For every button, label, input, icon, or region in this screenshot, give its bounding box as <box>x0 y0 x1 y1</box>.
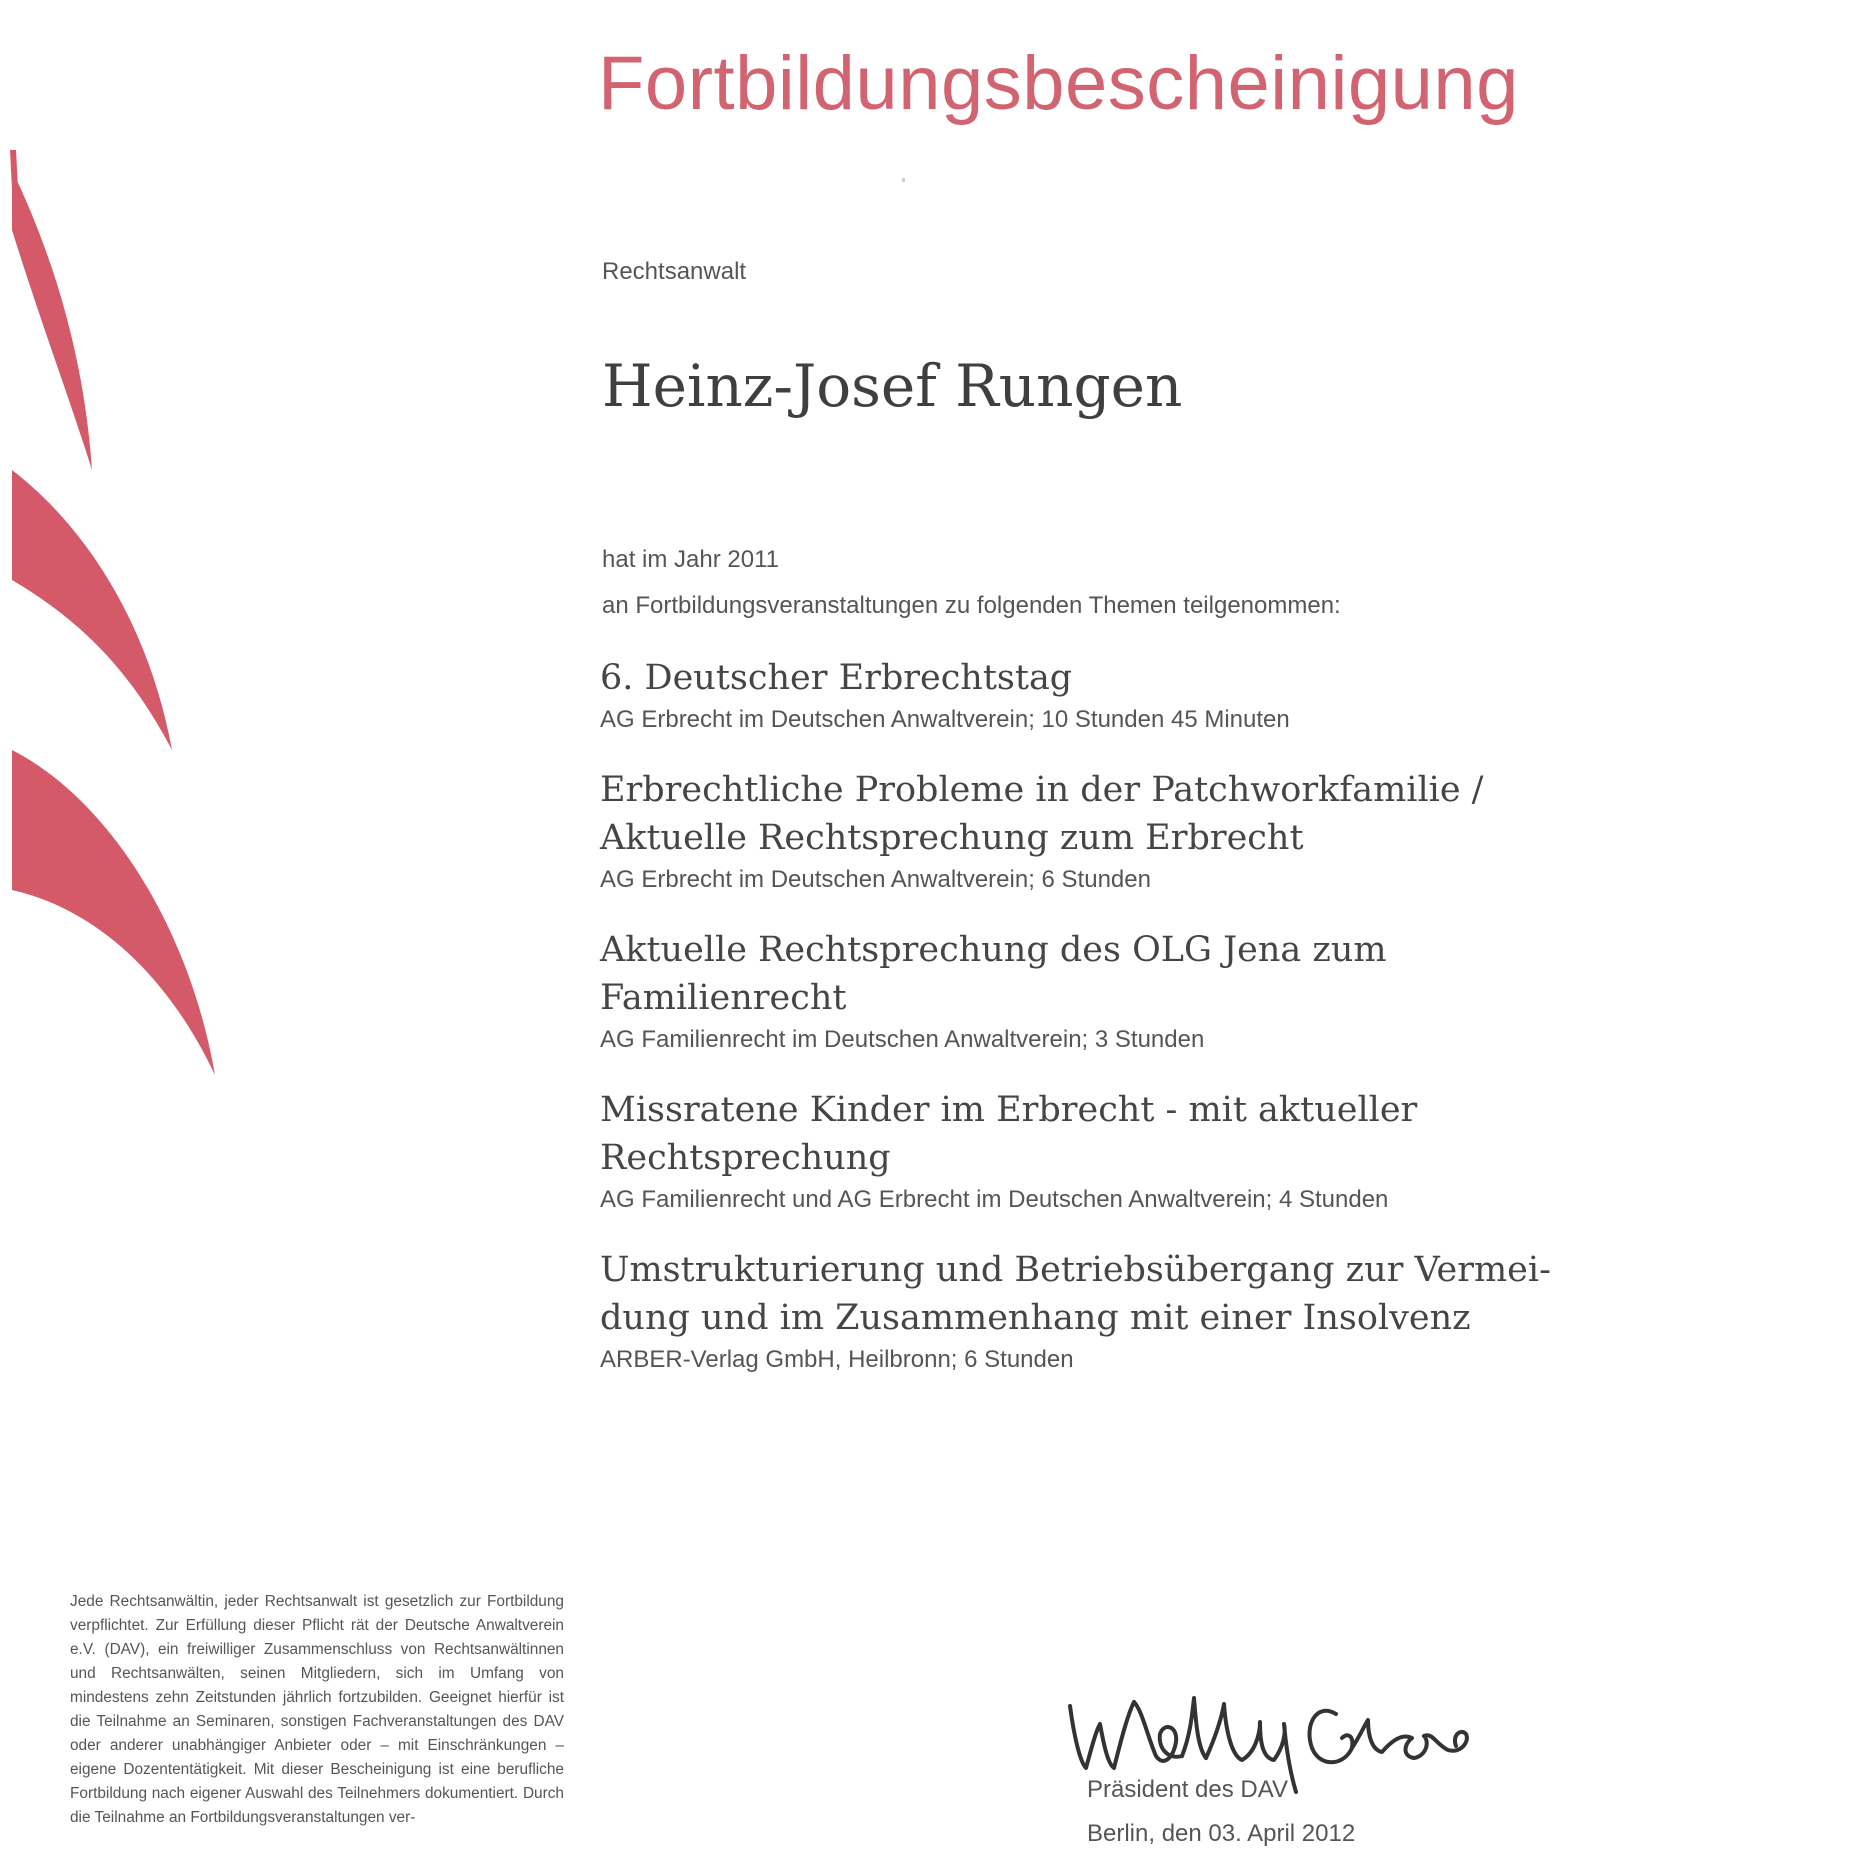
scan-speck <box>902 178 905 182</box>
event-details: AG Familienrecht im Deutschen Anwaltverein; 3 Stunden <box>600 1026 1205 1053</box>
place-and-date: Berlin, den 03. April 2012 <box>1087 1820 1356 1847</box>
event-item <box>600 766 1600 896</box>
swoosh-stroke-2 <box>12 470 172 750</box>
event-item <box>600 926 1600 1056</box>
salutation: Rechtsanwalt <box>602 258 747 285</box>
event-details: AG Familienrecht und AG Erbrecht im Deutschen Anwaltverein; 4 Stunden <box>600 1186 1389 1213</box>
event-title-line: Familienrecht <box>600 978 847 1018</box>
event-title-line: dung und im Zusammenhang mit einer Insolvenz <box>600 1298 1471 1338</box>
event-item <box>600 1086 1600 1216</box>
event-details: AG Erbrecht im Deutschen Anwaltverein; 10 Stunden 45 Minuten <box>600 706 1290 733</box>
participant-name: Heinz-Josef Rungen <box>602 352 1183 420</box>
event-title-line: Erbrechtliche Probleme in der Patchworkfamilie / <box>600 770 1484 810</box>
event-title-line: Rechtsprechung <box>600 1138 891 1178</box>
certificate-title: Fortbildungsbescheinigung <box>598 41 1519 126</box>
swoosh-stroke-3 <box>12 750 215 1075</box>
event-title-line: Aktuelle Rechtsprechung zum Erbrecht <box>600 818 1304 858</box>
event-title-line: Aktuelle Rechtsprechung des OLG Jena zum <box>600 930 1387 970</box>
event-title <box>600 766 1600 862</box>
event-title <box>600 654 1600 702</box>
event-title-line: 6. Deutscher Erbrechtstag <box>600 658 1073 698</box>
event-item <box>600 1246 1600 1376</box>
swoosh-stroke-1 <box>12 170 92 470</box>
swoosh-stroke-tip <box>10 150 18 190</box>
event-details: ARBER-Verlag GmbH, Heilbronn; 6 Stunden <box>600 1346 1074 1373</box>
signatory-role: Präsident des DAV <box>1087 1776 1288 1803</box>
intro-topics-line: an Fortbildungsveranstaltungen zu folgenden Themen teilgenommen: <box>602 592 1341 619</box>
intro-year-line: hat im Jahr 2011 <box>602 546 779 573</box>
event-title <box>600 1246 1600 1342</box>
legal-footnote: Jede Rechtsanwältin, jeder Rechtsanwalt ist gesetzlich zur Fortbildung verpflichtet. Zur Erfüllung dieser Pflicht rät der Deutsche Anwaltverein e.V. (DAV), ein freiwilliger Zusammenschluss von Rechtsanwältinnen und Rechtsanwälten, seinen Mitgliedern, sich im Umfang von mindestens zehn Zeitstunden jährlich fortzubilden. Geeignet hierfür ist die Teilnahme an Seminaren, sonstigen Fachveranstaltungen des DAV oder anderer unabhängiger Anbieter oder – mit Einschränkungen – eigene Dozententätigkeit. Mit dieser Bescheinigung ist eine berufliche Fortbildung nach eigener Auswahl des Teilnehmers dokumentiert. Durch die Teilnahme an Fortbildungsveranstaltungen ver- <box>70 1593 564 1826</box>
event-item <box>600 654 1600 736</box>
event-title-line: Umstrukturierung und Betriebsübergang zur Vermei- <box>600 1250 1551 1290</box>
event-title <box>600 1086 1600 1182</box>
event-title <box>600 926 1600 1022</box>
event-details: AG Erbrecht im Deutschen Anwaltverein; 6 Stunden <box>600 866 1151 893</box>
decorative-swoosh-graphic <box>0 150 240 1100</box>
event-list <box>600 654 1600 1406</box>
event-title-line: Missratene Kinder im Erbrecht - mit aktueller <box>600 1090 1418 1130</box>
